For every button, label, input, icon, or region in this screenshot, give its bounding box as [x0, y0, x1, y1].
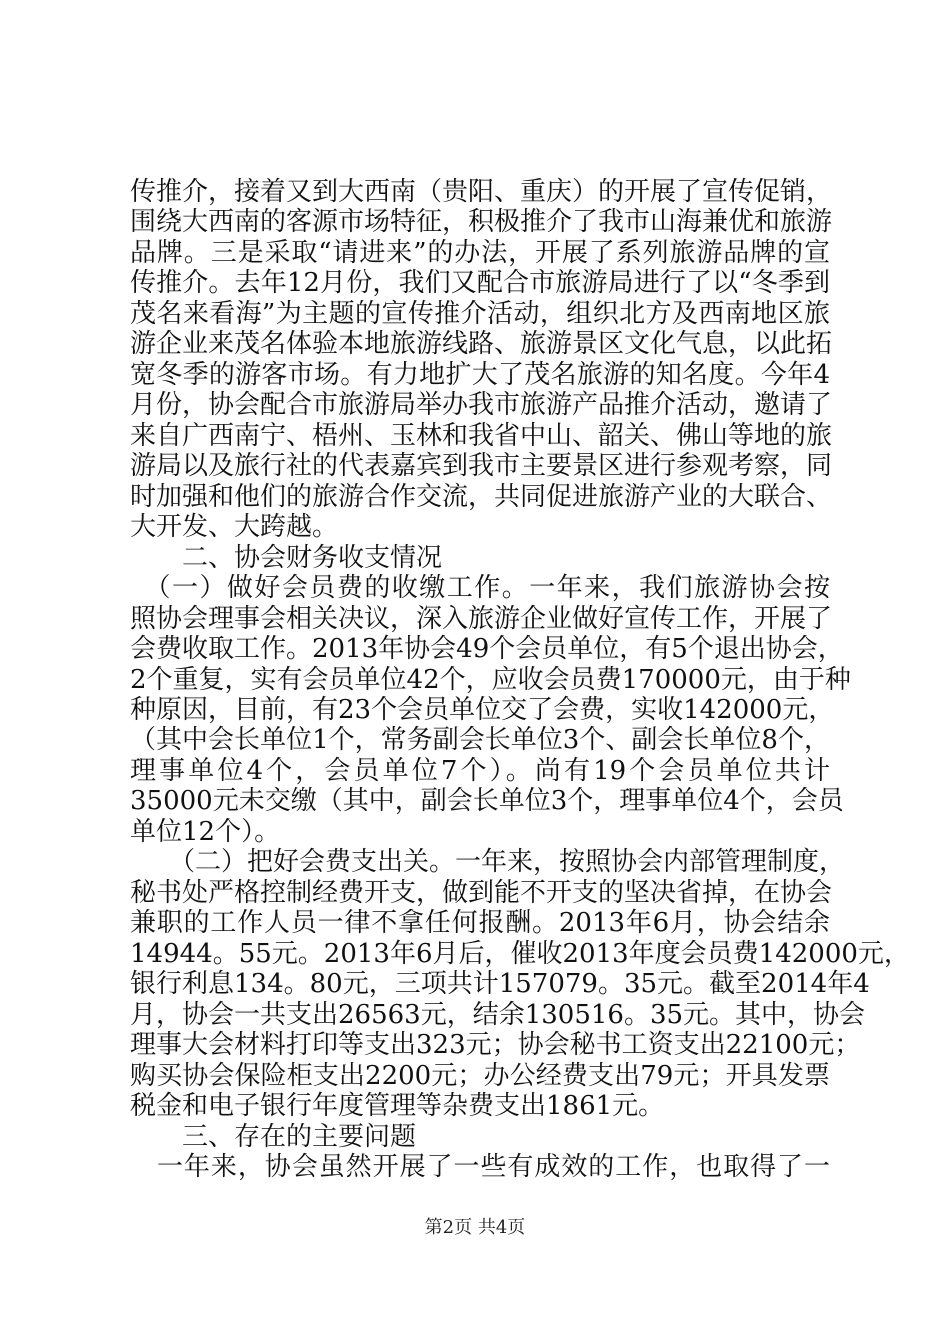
- text-line: 种原因，目前，有23个会员单位交了会费，实收142000元，: [130, 695, 835, 725]
- text-line: 围绕大西南的客源市场特征，积极推介了我市山海兼优和旅游: [130, 207, 833, 237]
- text-line: 购买协会保险柜支出2200元；办公经费支出79元；开具发票: [130, 1061, 830, 1091]
- text-line: 兼职的工作人员一律不拿任何报酬。2013年6月，协会结余: [130, 908, 830, 938]
- text-line: 月，协会一共支出26563元，结余130516。35元。其中，协会: [130, 1000, 866, 1030]
- text-line: 来自广西南宁、梧州、玉林和我省中山、韶关、佛山等地的旅: [130, 421, 833, 451]
- text-line: 传推介，接着又到大西南（贵阳、重庆）的开展了宣传促销，: [130, 177, 833, 207]
- text-line: 大开发、大跨越。: [130, 512, 339, 542]
- text-line: 茂名来看海”为主题的宣传推介活动，组织北方及西南地区旅: [130, 299, 830, 329]
- text-line: 税金和电子银行年度管理等杂费支出1861元。: [130, 1091, 665, 1121]
- text-line: 传推介。去年12月份，我们又配合市旅游局进行了以“冬季到: [130, 268, 830, 298]
- text-line: 35000元未交缴（其中，副会长单位3个，理事单位4个，会员: [130, 786, 844, 816]
- text-line: 游企业来茂名体验本地旅游线路、旅游景区文化气息，以此拓: [130, 329, 833, 359]
- text-line: 品牌。三是采取“请进来”的办法，开展了系列旅游品牌的宣: [130, 238, 830, 268]
- text-line: （二）把好会费支出关。一年来，按照协会内部管理制度，: [130, 847, 846, 877]
- section-heading: 三、存在的主要问题: [130, 1122, 417, 1152]
- text-line: 时加强和他们的旅游合作交流，共同促进旅游产业的大联合、: [130, 482, 833, 512]
- text-line: 理事单位4个，会员单位7个）。尚有19个会员单位共计: [130, 756, 830, 786]
- text-line: 单位12个）。: [130, 817, 281, 847]
- text-line: 理事大会材料打印等支出323元；协会秘书工资支出22100元；: [130, 1030, 861, 1060]
- text-line: 月份，协会配合市旅游局举办我市旅游产品推介活动，邀请了: [130, 390, 833, 420]
- text-line: 秘书处严格控制经费开支，做到能不开支的坚决省掉，在协会: [130, 878, 833, 908]
- text-line: 照协会理事会相关决议，深入旅游企业做好宣传工作，开展了: [130, 604, 833, 634]
- section-heading: 二、协会财务收支情况: [130, 543, 443, 573]
- text-line: （一）做好会员费的收缴工作。一年来，我们旅游协会按: [130, 573, 830, 603]
- page-footer: 第2页 共4页: [424, 1217, 526, 1238]
- text-line: 14944。55元。2013年6月后，催收2013年度会员费142000元，: [130, 939, 910, 969]
- text-line: 2个重复，实有会员单位42个，应收会员费170000元，由于种: [130, 665, 851, 695]
- text-line: 会费收取工作。2013年协会49个会员单位，有5个退出协会，: [130, 634, 844, 664]
- text-line: 宽冬季的游客市场。有力地扩大了茂名旅游的知名度。今年4: [130, 360, 830, 390]
- text-line: 一年来，协会虽然开展了一些有成效的工作，也取得了一: [130, 1152, 830, 1182]
- text-line: （其中会长单位1个，常务副会长单位3个、副会长单位8个，: [130, 725, 830, 755]
- text-line: 银行利息134。80元，三项共计157079。35元。截至2014年4: [130, 969, 870, 999]
- text-line: 游局以及旅行社的代表嘉宾到我市主要景区进行参观考察，同: [130, 451, 833, 481]
